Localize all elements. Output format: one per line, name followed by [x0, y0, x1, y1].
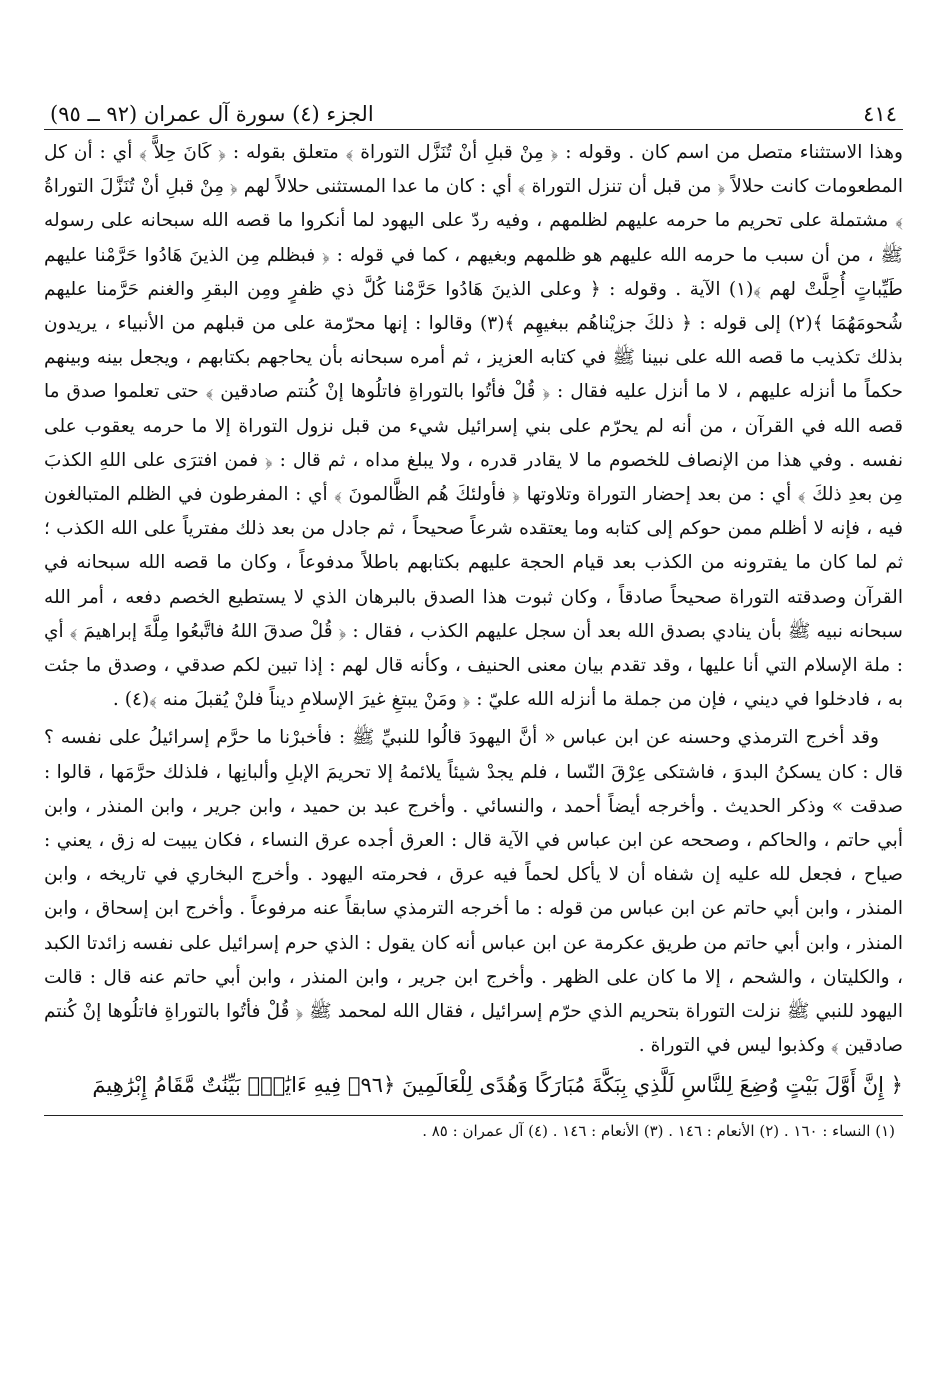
page-number: ٤١٤ [863, 102, 897, 126]
quran-verse: ﴿ إِنَّ أَوَّلَ بَيْتٍ وُضِعَ لِلنَّاسِ لَلَّذِي بِبَكَّةَ مُبَارَكًا وَهُدًى لِلْعَالَمِينَ ﴿٩٦﴾ فِيهِ ءَايَٰتٌۢ بَيِّنَٰتٌ مَّقَامُ إِبْرَٰهِيمَ [92, 1073, 903, 1098]
running-title: الجزء (٤) سورة آل عمران (٩٢ ــ ٩٥) [50, 102, 374, 126]
page-header [44, 96, 903, 130]
paragraph-commentary: وهذا الاستثناء متصل من اسم كان . وقوله : ﴿ مِنْ قبلِ أنْ تُنَزَّل التوراة ﴾ متعلق بقوله : ﴿ كَانَ حِلاًّ ﴾ أي : أن كل المطعومات كانت حلالاً ﴿ من قبل أن تنزل التوراة ﴾ أي : كان ما عدا المستثنى حلالاً لهم ﴿ مِنْ قبلِ أنْ تُنَزَّلَ التوراةُ ﴾ مشتملة على تحريم ما حرمه عليهم لظلمهم ، وفيه ردّ على اليهود لما أنكروا ما قصه الله سبحانه على رسوله ﷺ ، من أن سبب ما حرمه الله عليهم هو ظلمهم وبغيهم ، كما في قوله : ﴿ فبظلم مِن الذينَ هَادُوا حَرَّمْنا عليهم طَيِّباتٍ أُحِلَّتْ لهم ﴾(١) الآية . وقوله : ﴿ وعلى الذينَ هَادُوا حَرَّمْنا كُلَّ ذي ظفرٍ ومِن البقرِ والغنم حَرَّمنا عليهم شُحومَهُمَا ﴾(٢) إلى قوله : ﴿ ذلكَ جزيْناهُم ببغيهِم ﴾(٣) وقالوا : إنها محرّمة على من قبلهم من الأنبياء ، يريدون بذلك تكذيب ما قصه الله على نبينا ﷺ في كتابه العزيز ، ثم أمره سبحانه بأن يحاجهم بكتابهم ، ويجعل بينه وبينهم حكماً ما أنزله عليهم ، لا ما أنزل عليه فقال : ﴿ قُلْ فأتُوا بالتوراةِ فاتلُوها إنْ كُنتم صادقين ﴾ حتى تعلموا صدق ما قصه الله في القرآن ، من أنه لم يحرّم على بني إسرائيل شيء من قبل نزول التوراة إلا ما حرمه يعقوب على نفسه . وفي هذا من الإنصاف للخصوم ما لا يقادر قدره ، ولا يبلغ مداه ، ثم قال : ﴿ فمن افترَى على اللهِ الكذبَ مِن بعدِ ذلكَ ﴾ أي : من بعد إحضار التوراة وتلاوتها ﴿ فأولئكَ هُم الظَّالمونَ ﴾ أي : المفرطون في الظلم المتبالغون فيه ، فإنه لا أظلم ممن حوكم إلى كتابه وما يعتقده شرعاً صحيحاً ، ثم جادل من بعد ذلك مفترياً على الله الكذب ؛ ثم لما كان ما يفترونه من الكذب بعد قيام الحجة عليهم بكتابهم باطلاً مدفوعاً ، وكان ما قصه الله سبحانه في القرآن وصدقته التوراة صحيحاً صادقاً ، وكان ثبوت هذا الصدق بالبرهان الذي لا يستطيع الخصم دفعه ، أمر الله سبحانه نبيه ﷺ بأن ينادي بصدق الله بعد أن سجل عليهم الكذب ، فقال : ﴿ قُلْ صدقَ اللهُ فاتَّبعُوا مِلَّةَ إبراهيمَ ﴾ أي : ملة الإسلام التي أنا عليها ، وقد تقدم بيان معنى الحنيف ، وكأنه قال لهم : إذا تبين لكم صدقي ، وصدق ما جئت به ، فادخلوا في ديني ، فإن من جملة ما أنزله الله عليّ : ﴿ ومَنْ يبتغِ غيرَ الإسلامِ ديناً فلنْ يُقبلَ منه ﴾(٤) . [44, 142, 903, 711]
paragraph-hadith: وقد أخرج الترمذي وحسنه عن ابن عباس « أنَّ اليهودَ قالُوا للنبيِّ ﷺ : فأخبرْنا ما حرَّم إسرائيلُ على نفسه ؟ قال : كان يسكنُ البدوَ ، فاشتكى عِرْقَ النّسا ، فلم يجدْ شيئاً يلائمهُ إلا تحريمَ الإبلِ وألبانِها ، فلذلك حرَّمَها ، قالوا : صدقت » وذكر الحديث . وأخرجه أيضاً أحمد ، والنسائي . وأخرج عبد بن حميد ، وابن جرير ، وابن المنذر ، وابن أبي حاتم ، والحاكم ، وصححه عن ابن عباس في الآية قال : العرق أجده عرق النساء ، فكان يبيت له زق ، يعني : صياح ، فجعل لله عليه إن شفاه أن لا يأكل لحماً فيه عرق ، فحرمته اليهود . وأخرج البخاري في تاريخه ، وابن المنذر ، وابن أبي حاتم عن ابن عباس من قوله : ما أخرجه الترمذي سابقاً عنه مرفوعاً . وأخرج ابن إسحاق ، وابن المنذر ، وابن أبي حاتم من طريق عكرمة عن ابن عباس أنه كان يقول : الذي حرم إسرائيل على نفسه زائدتا الكبد ، والكليتان ، والشحم ، إلا ما كان على الظهر . وأخرج ابن جرير ، وابن المنذر ، وابن أبي حاتم عنه قال : قالت اليهود للنبي ﷺ نزلت التوراة بتحريم الذي حرّم إسرائيل ، فقال الله لمحمد ﷺ ﴿ قُلْ فأتُوا بالتوراةِ فاتلُوها إنْ كُنتم صادقين ﴾ وكذبوا ليس في التوراة . [44, 727, 903, 1057]
body-text [44, 136, 903, 1063]
footnotes: (١) النساء : ١٦٠ . (٢) الأنعام : ١٤٦ . (٣) الأنعام : ١٤٦ . (٤) آل عمران : ٨٥ . [44, 1115, 903, 1140]
